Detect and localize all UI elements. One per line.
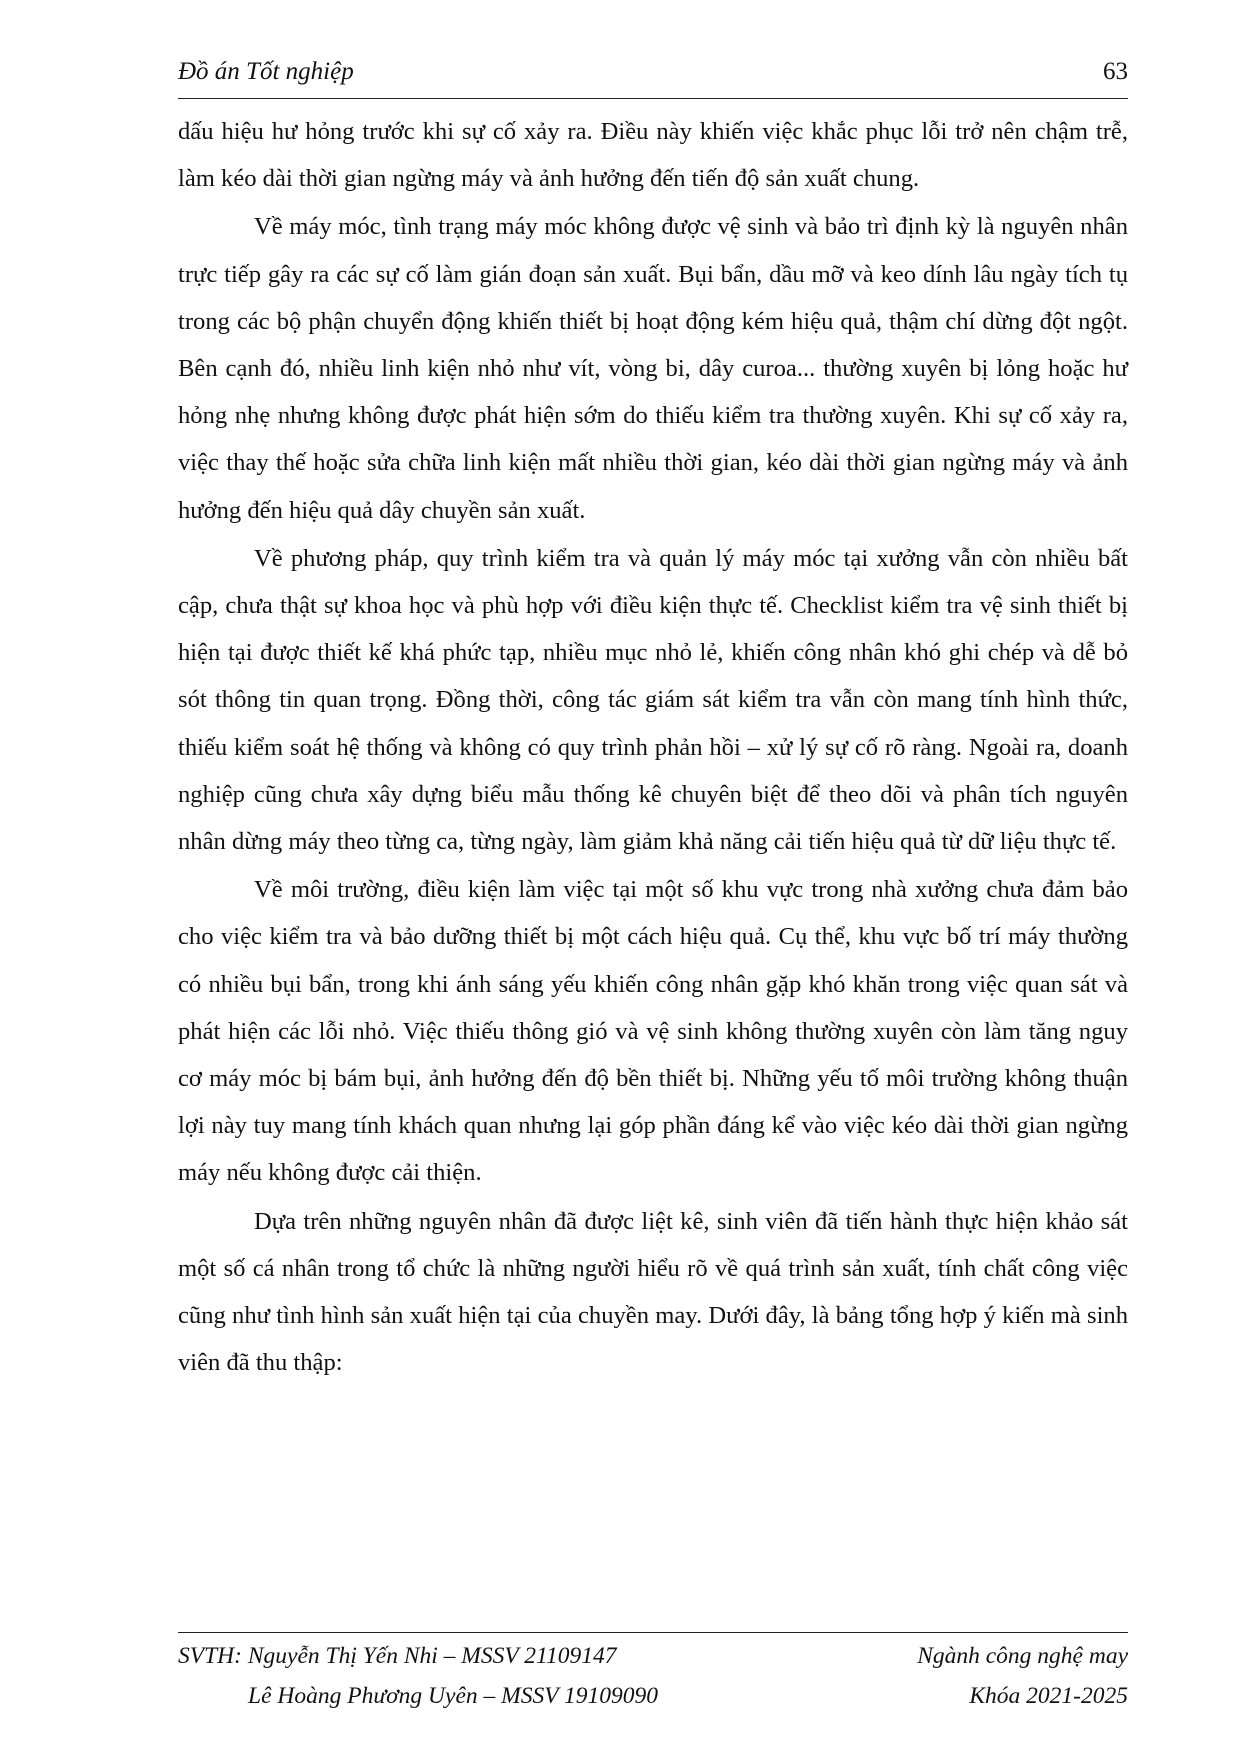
paragraph-survey: Dựa trên những nguyên nhân đã được liệt kê, sinh viên đã tiến hành thực hiện khảo sát một số cá nhân trong tổ chức là những người hiểu rõ về quá trình sản xuất, tính chất công việc cũng như tình hình sản xuất hiện tại của chuyền may. Dưới đây, là bảng tổng hợp ý kiến mà sinh viên đã thu thập: xyxy=(178,1207,1128,1377)
document-title: Đồ án Tốt nghiệp xyxy=(178,58,354,85)
footer-course: Khóa 2021-2025 xyxy=(969,1683,1128,1709)
paragraph-environment: Về môi trường, điều kiện làm việc tại một số khu vực trong nhà xưởng chưa đảm bảo cho việc kiểm tra và bảo dưỡng thiết bị một cách hiệu quả. Cụ thể, khu vực bố trí máy thường có nhiều bụi bẩn, trong khi ánh sáng yếu khiến công nhân gặp khó khăn trong việc quan sát và phát hiện các lỗi nhỏ. Việc thiếu thông gió và vệ sinh không thường xuyên còn làm tăng nguy cơ máy móc bị bám bụi, ảnh hưởng đến độ bền thiết bị. Những yếu tố môi trường không thuận lợi này tuy mang tính khách quan nhưng lại góp phần đáng kể vào việc kéo dài thời gian ngừng máy nếu không được cải thiện. xyxy=(178,876,1128,1187)
page-number: 63 xyxy=(1103,58,1128,85)
paragraph-machinery: Về máy móc, tình trạng máy móc không được vệ sinh và bảo trì định kỳ là nguyên nhân trực tiếp gây ra các sự cố làm gián đoạn sản xuất. Bụi bẩn, dầu mỡ và keo dính lâu ngày tích tụ trong các bộ phận chuyển động khiến thiết bị hoạt động kém hiệu quả, thậm chí dừng đột ngột. Bên cạnh đó, nhiều linh kiện nhỏ như vít, vòng bi, dây curoa... thường xuyên bị lỏng hoặc hư hỏng nhẹ nhưng không được phát hiện sớm do thiếu kiểm tra thường xuyên. Khi sự cố xảy ra, việc thay thế hoặc sửa chữa linh kiện mất nhiều thời gian, kéo dài thời gian ngừng máy và ảnh hưởng đến hiệu quả dây chuyền sản xuất. xyxy=(178,213,1128,524)
paragraph-continuation: dấu hiệu hư hỏng trước khi sự cố xảy ra. Điều này khiến việc khắc phục lỗi trở nên chậm trễ, làm kéo dài thời gian ngừng máy và ảnh hưởng đến tiến độ sản xuất chung. xyxy=(178,118,1128,193)
footer-author-1: SVTH: Nguyễn Thị Yến Nhi – MSSV 21109147 xyxy=(178,1643,617,1669)
footer-author-2: Lê Hoàng Phương Uyên – MSSV 19109090 xyxy=(248,1683,659,1709)
footer-major: Ngành công nghệ may xyxy=(917,1643,1128,1669)
page-footer xyxy=(178,1632,1128,1717)
paragraph-method: Về phương pháp, quy trình kiểm tra và quản lý máy móc tại xưởng vẫn còn nhiều bất cập, chưa thật sự khoa học và phù hợp với điều kiện thực tế. Checklist kiểm tra vệ sinh thiết bị hiện tại được thiết kế khá phức tạp, nhiều mục nhỏ lẻ, khiến công nhân khó ghi chép và dễ bỏ sót thông tin quan trọng. Đồng thời, công tác giám sát kiểm tra vẫn còn mang tính hình thức, thiếu kiểm soát hệ thống và không có quy trình phản hồi – xử lý sự cố rõ ràng. Ngoài ra, doanh nghiệp cũng chưa xây dựng biểu mẫu thống kê chuyên biệt để theo dõi và phân tích nguyên nhân dừng máy theo từng ca, từng ngày, làm giảm khả năng cải tiến hiệu quả từ dữ liệu thực tế. xyxy=(178,544,1128,856)
body-text xyxy=(178,108,1128,1387)
page-header xyxy=(178,58,1128,99)
